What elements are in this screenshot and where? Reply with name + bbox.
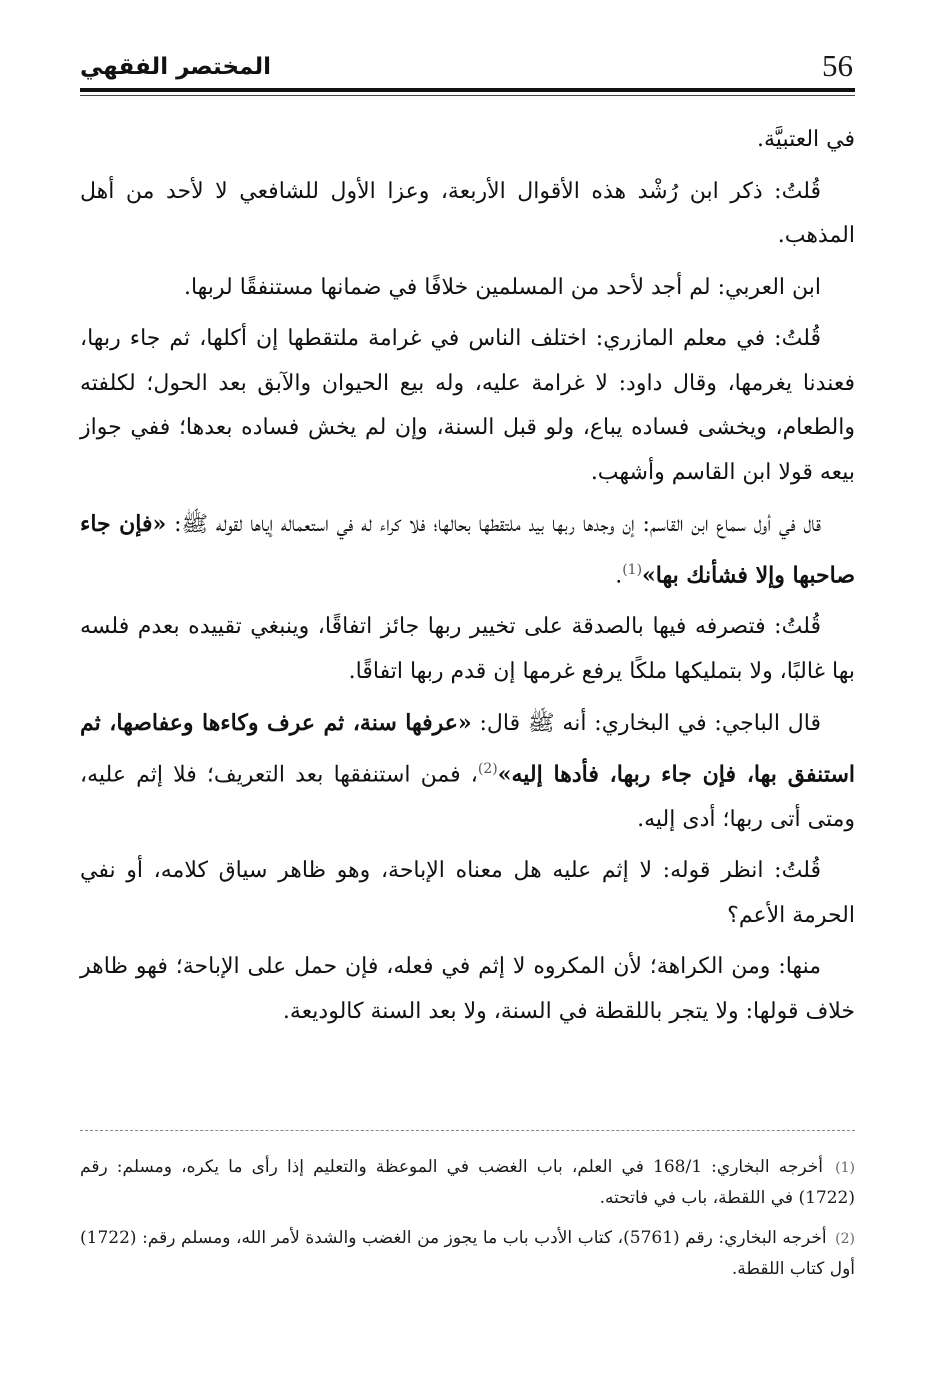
footnote xyxy=(80,1152,855,1213)
footnotes xyxy=(80,1152,855,1294)
paragraph: في العتبيَّة. xyxy=(757,127,855,152)
footnote-ref: (2) xyxy=(477,760,498,777)
main-text xyxy=(80,118,855,1041)
header-rule xyxy=(80,88,855,92)
page-number: 56 xyxy=(822,48,853,83)
paragraph: قُلتُ: انظر قوله: لا إثم عليه هل معناه الإباحة، وهو ظاهر سياق كلامه، أو نفي الحرمة الأعم؟ xyxy=(80,858,855,928)
footnote-text: أخرجه البخاري: رقم (5761)، كتاب الأدب باب ما يجوز من الغضب والشدة لأمر الله، ومسلم رقم: (1722) أول كتاب اللقطة. xyxy=(80,1228,855,1279)
header-rule-thin xyxy=(80,95,855,96)
paragraph-text: ، فمن استنفقها بعد التعريف؛ فلا إثم عليه، ومتى أتى ربها؛ أدى إليه. xyxy=(80,762,855,832)
paragraph: منها: ومن الكراهة؛ لأن المكروه لا إثم في فعله، فإن حمل على الإباحة؛ فهو ظاهر خلاف قولها: ولا يتجر باللقطة في السنة، ولا بعد السنة كالوديعة. xyxy=(80,954,855,1024)
footnote-number: (1) xyxy=(835,1160,855,1176)
footnote xyxy=(80,1223,855,1284)
paragraph xyxy=(80,701,855,842)
paragraph: قُلتُ: فتصرفه فيها بالصدقة على تخيير ربها جائز اتفاقًا، وينبغي تقييده بعدم فلسه بها غالبًا، ولا بتمليكها ملكًا يرفع غرمها إن قدم ربها اتفاقًا. xyxy=(80,614,855,684)
footnote-number: (2) xyxy=(835,1231,855,1247)
book-title: المختصر الفقهي xyxy=(80,54,271,80)
footnote-separator xyxy=(80,1130,855,1132)
paragraph: ابن العربي: لم أجد لأحد من المسلمين خلافًا في ضمانها مستنفقًا لربها. xyxy=(183,274,821,300)
paragraph xyxy=(80,502,855,598)
paragraph: قُلتُ: في معلم المازري: اختلف الناس في غرامة ملتقطها إن أكلها، ثم جاء ربها، فعندنا يغرمها، وقال داود: لا غرامة عليه، وله بيع الحيوان والآبق بعد الحول؛ لكلفته والطعام، ويخشى فساده يباع، ولو قبل السنة، وإن لم يخش فساده بعدها؛ ففي جواز بيعه قولا ابن القاسم وأشهب. xyxy=(80,326,855,485)
paragraph-text: قال الباجي: في البخاري: أنه ﷺ قال: xyxy=(471,711,821,737)
page-header xyxy=(80,44,855,92)
hadith-quote: «فإن جاء صاحبها وإلا فشأنك بها» xyxy=(80,511,855,588)
paragraph-text: . xyxy=(615,562,623,588)
footnote-ref: (1) xyxy=(622,561,643,578)
footnote-text: أخرجه البخاري: 168/1 في العلم، باب الغضب في الموعظة والتعليم إذا رأى ما يكره، ومسلم: رقم (1722) في اللقطة، باب في فاتحته. xyxy=(80,1157,855,1208)
hadith-quote: «عرفها سنة، ثم عرف وكاءها وعفاصها، ثم استنفق بها، فإن جاء ربها، فأدها إليه» xyxy=(80,710,856,788)
paragraph-text: قال في أول سماع ابن القاسم: إن وجدها ربها بيد ملتقطها بحالها؛ فلا كراء له في استعماله إياها لقوله ﷺ: xyxy=(166,512,821,537)
paragraph: قُلتُ: ذكر ابن رُشْد هذه الأقوال الأربعة، وعزا الأول للشافعي لا لأحد من أهل المذهب. xyxy=(80,178,855,248)
